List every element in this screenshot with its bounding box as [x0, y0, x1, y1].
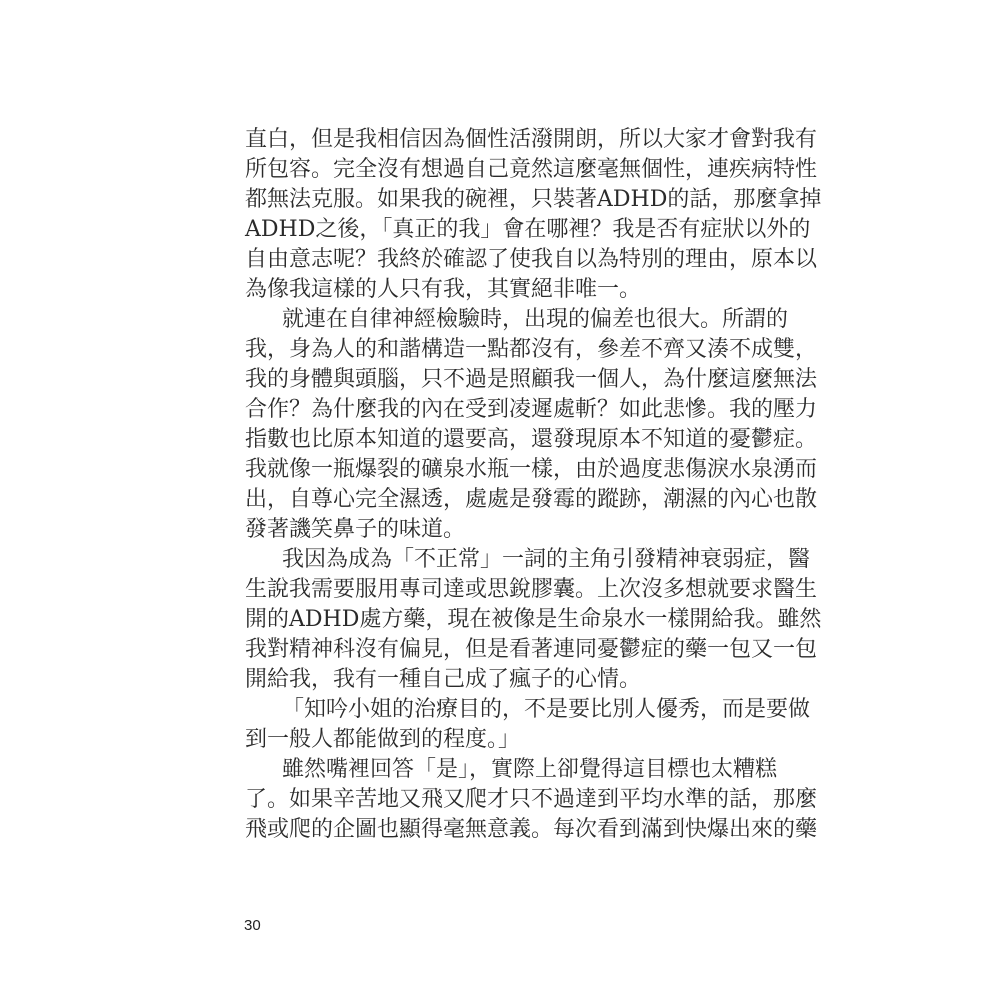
text-line: 都無法克服。如果我的碗裡，只裝著ADHD的話，那麼拿掉 — [245, 187, 822, 212]
text-line: 雖然嘴裡回答「是」，實際上卻覺得這目標也太糟糕 — [282, 757, 778, 782]
text-line: 我，身為人的和諧構造一點都沒有，參差不齊又湊不成雙， — [245, 337, 818, 362]
text-line: 自由意志呢？我終於確認了使我自以為特別的理由，原本以 — [245, 247, 818, 272]
text-line: 出，自尊心完全濕透，處處是發霉的蹤跡，潮濕的內心也散 — [245, 487, 818, 512]
text-line: 開的ADHD處方藥，現在被像是生命泉水一樣開給我。雖然 — [245, 607, 822, 632]
text-line: 我就像一瓶爆裂的礦泉水瓶一樣，由於過度悲傷淚水泉湧而 — [245, 457, 818, 482]
text-line: 合作？為什麼我的內在受到凌遲處斬？如此悲慘。我的壓力 — [245, 397, 818, 422]
text-line: 指數也比原本知道的還要高，還發現原本不知道的憂鬱症。 — [245, 427, 818, 452]
text-line: 我的身體與頭腦，只不過是照顧我一個人，為什麼這麼無法 — [245, 367, 818, 392]
text-line: 開給我，我有一種自己成了瘋子的心情。 — [245, 667, 642, 692]
text-line: 到一般人都能做到的程度。」 — [245, 727, 521, 752]
text-line: 所包容。完全沒有想過自己竟然這麼毫無個性，連疾病特性 — [245, 157, 818, 182]
text-line: 飛或爬的企圖也顯得毫無意義。每次看到滿到快爆出來的藥 — [245, 817, 818, 842]
page-number: 30 — [244, 917, 261, 934]
text-line: 直白，但是我相信因為個性活潑開朗，所以大家才會對我有 — [245, 127, 818, 152]
text-line: 發著譏笑鼻子的味道。 — [245, 517, 466, 542]
text-line: 我對精神科沒有偏見，但是看著連同憂鬱症的藥一包又一包 — [245, 637, 818, 662]
body-text — [245, 125, 822, 845]
text-line: 就連在自律神經檢驗時，出現的偏差也很大。所謂的 — [282, 307, 789, 332]
text-line: ADHD之後，「真正的我」會在哪裡？我是否有症狀以外的 — [245, 217, 811, 242]
text-line: 為像我這樣的人只有我，其實絕非唯一。 — [245, 277, 642, 302]
text-line: 我因為成為「不正常」一詞的主角引發精神衰弱症，醫 — [282, 547, 811, 572]
text-line: 了。如果辛苦地又飛又爬才只不過達到平均水準的話，那麼 — [245, 787, 818, 812]
text-line: 生說我需要服用專司達或思銳膠囊。上次沒多想就要求醫生 — [245, 577, 818, 602]
text-line: 「知吟小姐的治療目的，不是要比別人優秀，而是要做 — [282, 697, 811, 722]
